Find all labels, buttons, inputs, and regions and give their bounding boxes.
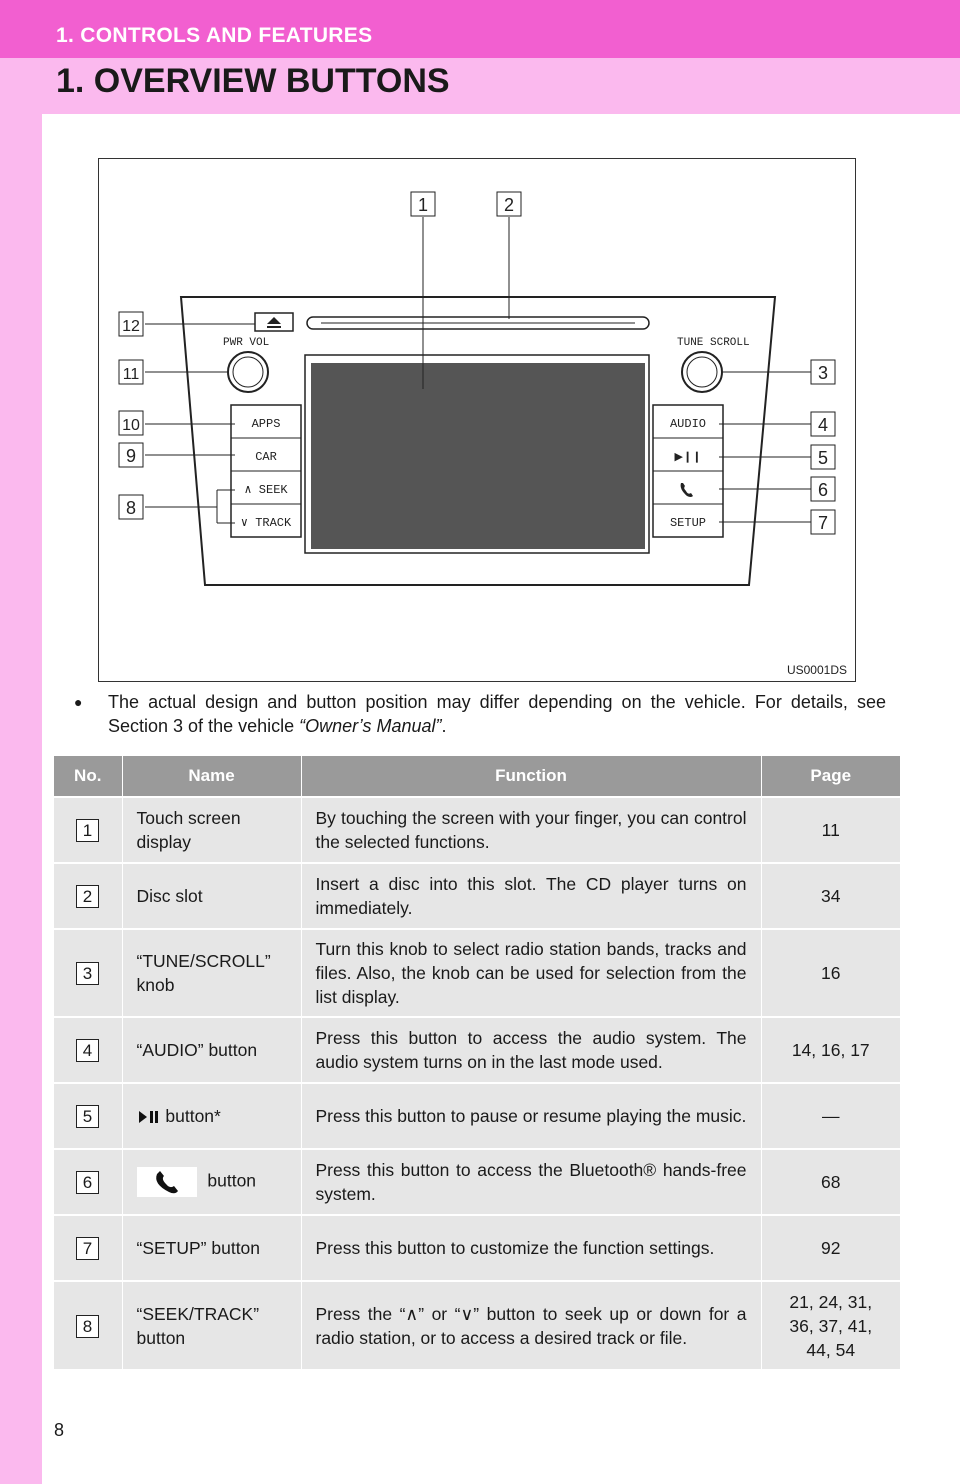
row-function: Press this button to access the Bluetooth® hands-free system. (301, 1149, 761, 1215)
table-row (54, 929, 900, 1017)
table-row (54, 1215, 900, 1281)
row-number: 1 (76, 819, 99, 842)
row-name: “TUNE/SCROLL” knob (122, 929, 301, 1017)
table-header-row (54, 756, 900, 797)
buttons-table (54, 756, 900, 1369)
row-number: 6 (76, 1171, 99, 1194)
note-paragraph: ● The actual design and button position may differ depending on the vehicle. For details, see Section 3 of the vehicle “Owner’s Manual”. (74, 692, 886, 736)
callout-8: 8 (125, 498, 137, 518)
row-function: Turn this knob to select radio station bands, tracks and files. Also, the knob can be used for selection from the list display. (301, 929, 761, 1017)
section-label: 1. CONTROLS AND FEATURES (56, 24, 373, 47)
callout-7: 7 (817, 513, 829, 533)
callout-11: 11 (122, 366, 140, 383)
table-row (54, 1017, 900, 1083)
row-function: Press this button to pause or resume playing the music. (301, 1083, 761, 1149)
callout-10: 10 (122, 417, 140, 434)
row-page: 11 (761, 797, 900, 863)
phone-icon (137, 1167, 197, 1197)
knob-label-right: TUNE SCROLL (677, 337, 750, 349)
touch-screen (311, 363, 645, 549)
table-row (54, 1281, 900, 1369)
table-row (54, 797, 900, 863)
head-unit-illustration (98, 158, 856, 682)
row-page: 14, 16, 17 (761, 1017, 900, 1083)
row-page: — (761, 1083, 900, 1149)
audio-button-label: AUDIO (669, 417, 707, 431)
row-function: Press this button to access the audio system. The audio system turns on in the last mode used. (301, 1017, 761, 1083)
row-page: 34 (761, 863, 900, 929)
table-row (54, 1083, 900, 1149)
row-function: Press this button to customize the function settings. (301, 1215, 761, 1281)
row-name: “SETUP” button (122, 1215, 301, 1281)
row-name: button (122, 1149, 301, 1215)
callout-5: 5 (817, 448, 829, 468)
row-number: 4 (76, 1039, 99, 1062)
header-page: Page (761, 756, 900, 797)
callout-4: 4 (817, 415, 829, 435)
page-number: 8 (54, 1420, 65, 1440)
seek-button-label: ∧ SEEK (244, 483, 288, 497)
row-name: “AUDIO” button (122, 1017, 301, 1083)
header-function: Function (301, 756, 761, 797)
row-number: 2 (76, 885, 99, 908)
row-page: 92 (761, 1215, 900, 1281)
left-margin-strip (0, 114, 42, 1484)
row-name: Disc slot (122, 863, 301, 929)
page-title: 1. OVERVIEW BUTTONS (56, 62, 450, 100)
callout-12: 12 (122, 318, 140, 335)
table-row (54, 1149, 900, 1215)
play-pause-button-label: ▶❙❙ (674, 451, 702, 463)
left-button-column (231, 405, 301, 537)
note-emphasis: “Owner’s Manual” (299, 716, 442, 736)
car-button-label: CAR (255, 450, 277, 464)
table-row (54, 863, 900, 929)
knob-label-left: PWR VOL (223, 337, 270, 349)
pwr-vol-knob (228, 352, 268, 392)
head-unit-diagram (99, 159, 855, 681)
callout-3: 3 (817, 363, 829, 383)
row-function: By touching the screen with your finger, you can control the selected functions. (301, 797, 761, 863)
right-button-column (653, 405, 723, 537)
row-number: 5 (76, 1105, 99, 1128)
callout-1: 1 (417, 195, 429, 215)
row-name: Touch screen display (122, 797, 301, 863)
row-name: button* (122, 1083, 301, 1149)
tune-scroll-knob (682, 352, 722, 392)
callout-2: 2 (503, 195, 515, 215)
row-page: 21, 24, 31, 36, 37, 41, 44, 54 (761, 1281, 900, 1369)
row-page: 16 (761, 929, 900, 1017)
row-number: 7 (76, 1237, 99, 1260)
setup-button-label: SETUP (669, 516, 707, 530)
header-name: Name (122, 756, 301, 797)
row-function: Press the “∧” or “∨” button to seek up or down for a radio station, or to access a desired track or file. (301, 1281, 761, 1369)
phone-button-graphic (137, 1167, 197, 1197)
track-button-label: ∨ TRACK (240, 516, 292, 530)
apps-button-label: APPS (251, 417, 281, 431)
figure-code: US0001DS (786, 663, 847, 677)
play-pause-icon (137, 1109, 161, 1125)
row-page: 68 (761, 1149, 900, 1215)
row-number: 8 (76, 1315, 99, 1338)
bullet-icon: ● (74, 694, 83, 710)
header-no: No. (54, 756, 122, 797)
row-number: 3 (76, 962, 99, 985)
row-name: “SEEK/TRACK” button (122, 1281, 301, 1369)
callout-9: 9 (125, 446, 137, 466)
row-function: Insert a disc into this slot. The CD player turns on immediately. (301, 863, 761, 929)
callout-6: 6 (817, 480, 829, 500)
note-text: The actual design and button position may differ depending on the vehicle. For details, see Section 3 of the vehicle (108, 692, 886, 736)
